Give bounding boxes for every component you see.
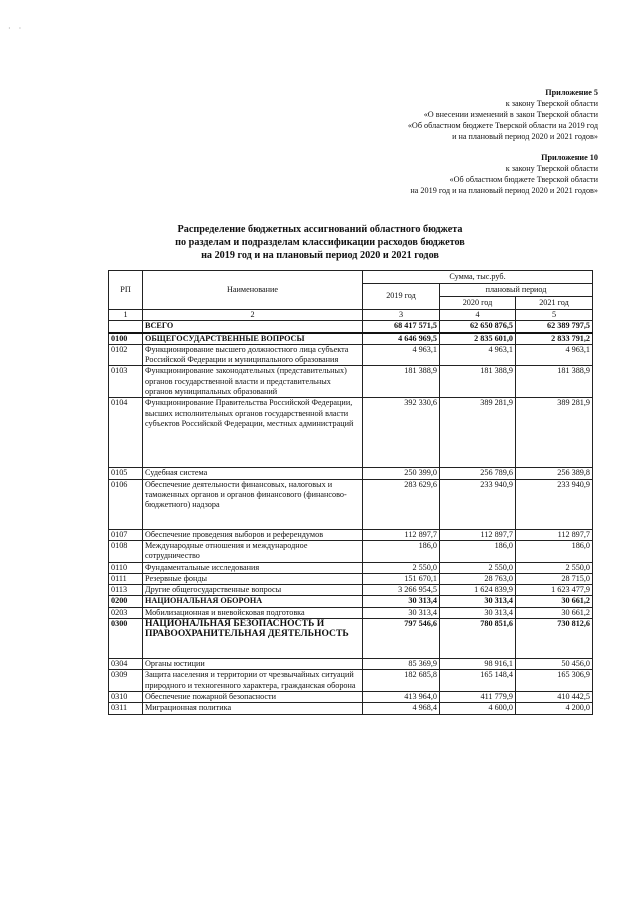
row-value-2021: 186,0 <box>516 540 593 562</box>
row-value-2021: 1 623 477,9 <box>516 585 593 596</box>
row-value-2020: 2 550,0 <box>440 562 516 573</box>
document-title-line: Распределение бюджетных ассигнований областного бюджета <box>177 224 463 235</box>
table-row <box>109 529 593 540</box>
appendix-5-header <box>408 87 598 142</box>
corner-scan-mark: · · <box>8 24 25 33</box>
row-value-2021: 256 389,8 <box>516 468 593 479</box>
table-row <box>109 619 593 659</box>
row-name: Органы юстиции <box>143 659 363 670</box>
row-value-2019: 182 685,8 <box>363 670 440 692</box>
document-title-line: по разделам и подразделам классификации расходов бюджетов <box>175 237 465 248</box>
row-value-2020: 28 763,0 <box>440 573 516 584</box>
appendix-5-line: к закону Тверской области <box>505 99 598 108</box>
column-number: 4 <box>440 310 516 321</box>
table-row <box>109 670 593 692</box>
row-value-2020: 1 624 839,9 <box>440 585 516 596</box>
row-value-2019: 250 399,0 <box>363 468 440 479</box>
row-value-2019: 4 963,1 <box>363 344 440 366</box>
table-row <box>109 585 593 596</box>
row-value-2020: 411 779,9 <box>440 691 516 702</box>
row-value-2021: 28 715,0 <box>516 573 593 584</box>
row-value-2019: 3 266 954,5 <box>363 585 440 596</box>
row-name: Фундаментальные исследования <box>143 562 363 573</box>
row-name: Судебная система <box>143 468 363 479</box>
header-2019: 2019 год <box>363 284 440 310</box>
row-name: Защита населения и территории от чрезвычайных ситуаций природного и техногенного характера, гражданская оборона <box>143 670 363 692</box>
table-row <box>109 703 593 714</box>
column-number: 1 <box>109 310 143 321</box>
table-row <box>109 468 593 479</box>
row-name: Резервные фонды <box>143 573 363 584</box>
table-row <box>109 659 593 670</box>
row-code: 0110 <box>109 562 143 573</box>
appendix-5-line: и на плановый период 2020 и 2021 годов» <box>452 132 598 141</box>
row-code: 0104 <box>109 398 143 468</box>
row-value-2019: 413 964,0 <box>363 691 440 702</box>
table-row <box>109 607 593 618</box>
row-value-2019: 112 897,7 <box>363 529 440 540</box>
row-value-2020: 165 148,4 <box>440 670 516 692</box>
table-row <box>109 562 593 573</box>
row-value-2020: 2 835 601,0 <box>440 333 516 345</box>
table-row <box>109 691 593 702</box>
header-2020: 2020 год <box>440 297 516 310</box>
row-code: 0105 <box>109 468 143 479</box>
row-value-2020: 389 281,9 <box>440 398 516 468</box>
column-number: 2 <box>143 310 363 321</box>
table-row <box>109 398 593 468</box>
row-value-2019: 283 629,6 <box>363 479 440 529</box>
row-value-2019: 151 670,1 <box>363 573 440 584</box>
table-row <box>109 479 593 529</box>
row-code: 0200 <box>109 596 143 607</box>
row-value-2019: 4 968,4 <box>363 703 440 714</box>
row-name: Функционирование законодательных (представительных) органов государственной власти и представительных органов муниципальных образований <box>143 366 363 398</box>
row-code: 0102 <box>109 344 143 366</box>
row-value-2019: 30 313,4 <box>363 607 440 618</box>
row-code: 0107 <box>109 529 143 540</box>
column-number: 5 <box>516 310 593 321</box>
appendix-5-title: Приложение 5 <box>545 88 598 97</box>
row-code: 0108 <box>109 540 143 562</box>
row-value-2019: 797 546,6 <box>363 619 440 659</box>
row-value-2021: 30 661,2 <box>516 607 593 618</box>
row-value-2021: 233 940,9 <box>516 479 593 529</box>
row-value-2021: 389 281,9 <box>516 398 593 468</box>
row-value-2020: 186,0 <box>440 540 516 562</box>
table-row <box>109 573 593 584</box>
row-value-2021: 112 897,7 <box>516 529 593 540</box>
appendix-10-title: Приложение 10 <box>541 153 598 162</box>
row-value-2020: 62 650 876,5 <box>440 321 516 333</box>
row-code: 0111 <box>109 573 143 584</box>
header-2021: 2021 год <box>516 297 593 310</box>
row-value-2019: 30 313,4 <box>363 596 440 607</box>
header-sum: Сумма, тыс.руб. <box>363 271 593 284</box>
row-name: ВСЕГО <box>143 321 363 333</box>
row-value-2020: 4 963,1 <box>440 344 516 366</box>
row-value-2021: 30 661,2 <box>516 596 593 607</box>
appendix-10-line: к закону Тверской области <box>505 164 598 173</box>
row-value-2021: 2 550,0 <box>516 562 593 573</box>
row-name: Мобилизационная и вневойсковая подготовка <box>143 607 363 618</box>
row-value-2020: 30 313,4 <box>440 596 516 607</box>
table-row <box>109 540 593 562</box>
row-code: 0106 <box>109 479 143 529</box>
row-value-2021: 181 388,9 <box>516 366 593 398</box>
row-value-2021: 2 833 791,2 <box>516 333 593 345</box>
row-name: Обеспечение деятельности финансовых, налоговых и таможенных органов и органов финансового (финансово-бюджетного) надзора <box>143 479 363 529</box>
row-value-2019: 2 550,0 <box>363 562 440 573</box>
row-code: 0309 <box>109 670 143 692</box>
row-value-2021: 50 456,0 <box>516 659 593 670</box>
row-value-2021: 62 389 797,5 <box>516 321 593 333</box>
row-code: 0310 <box>109 691 143 702</box>
row-name: Миграционная политика <box>143 703 363 714</box>
row-code <box>109 321 143 333</box>
row-value-2020: 233 940,9 <box>440 479 516 529</box>
row-name: ОБЩЕГОСУДАРСТВЕННЫЕ ВОПРОСЫ <box>143 333 363 345</box>
budget-allocation-table <box>108 270 593 715</box>
column-number: 3 <box>363 310 440 321</box>
row-name: Обеспечение пожарной безопасности <box>143 691 363 702</box>
header-name: Наименование <box>143 271 363 310</box>
row-code: 0300 <box>109 619 143 659</box>
row-value-2021: 410 442,5 <box>516 691 593 702</box>
row-value-2020: 4 600,0 <box>440 703 516 714</box>
row-name: Функционирование высшего должностного лица субъекта Российской Федерации и муниципального образования <box>143 344 363 366</box>
row-value-2021: 4 963,1 <box>516 344 593 366</box>
table-row <box>109 344 593 366</box>
row-code: 0113 <box>109 585 143 596</box>
row-value-2020: 256 789,6 <box>440 468 516 479</box>
row-name: НАЦИОНАЛЬНАЯ ОБОРОНА <box>143 596 363 607</box>
table-row <box>109 333 593 345</box>
row-name: Международные отношения и международное сотрудничество <box>143 540 363 562</box>
appendix-10-line: «Об областном бюджете Тверской области <box>449 175 598 184</box>
row-value-2020: 181 388,9 <box>440 366 516 398</box>
row-name: Обеспечение проведения выборов и референдумов <box>143 529 363 540</box>
row-value-2019: 392 330,6 <box>363 398 440 468</box>
row-name: НАЦИОНАЛЬНАЯ БЕЗОПАСНОСТЬ И ПРАВООХРАНИТЕЛЬНАЯ ДЕЯТЕЛЬНОСТЬ <box>143 619 363 659</box>
row-code: 0311 <box>109 703 143 714</box>
row-value-2020: 30 313,4 <box>440 607 516 618</box>
appendix-10-line: на 2019 год и на плановый период 2020 и 2021 годов» <box>410 186 598 195</box>
appendix-5-line: «Об областном бюджете Тверской области на 2019 год <box>407 121 598 130</box>
row-value-2020: 98 916,1 <box>440 659 516 670</box>
row-value-2019: 85 369,9 <box>363 659 440 670</box>
row-value-2019: 181 388,9 <box>363 366 440 398</box>
row-value-2019: 68 417 571,5 <box>363 321 440 333</box>
header-rp: РП <box>109 271 143 310</box>
row-value-2019: 186,0 <box>363 540 440 562</box>
row-value-2020: 112 897,7 <box>440 529 516 540</box>
appendix-5-line: «О внесении изменений в закон Тверской области <box>423 110 598 119</box>
table-row <box>109 366 593 398</box>
row-value-2019: 4 646 969,5 <box>363 333 440 345</box>
row-code: 0203 <box>109 607 143 618</box>
document-title <box>0 223 640 262</box>
row-value-2020: 780 851,6 <box>440 619 516 659</box>
table-row <box>109 321 593 333</box>
header-planned-period: плановый период <box>440 284 593 297</box>
row-value-2021: 730 812,6 <box>516 619 593 659</box>
row-name: Функционирование Правительства Российской Федерации, высших исполнительных органов государственной власти субъектов Российской Федерации, местных администраций <box>143 398 363 468</box>
appendix-10-header <box>410 152 598 196</box>
row-code: 0100 <box>109 333 143 345</box>
row-name: Другие общегосударственные вопросы <box>143 585 363 596</box>
table-row <box>109 596 593 607</box>
row-value-2021: 4 200,0 <box>516 703 593 714</box>
row-code: 0103 <box>109 366 143 398</box>
row-code: 0304 <box>109 659 143 670</box>
row-value-2021: 165 306,9 <box>516 670 593 692</box>
document-title-line: на 2019 год и на плановый период 2020 и 2021 годов <box>201 250 439 261</box>
